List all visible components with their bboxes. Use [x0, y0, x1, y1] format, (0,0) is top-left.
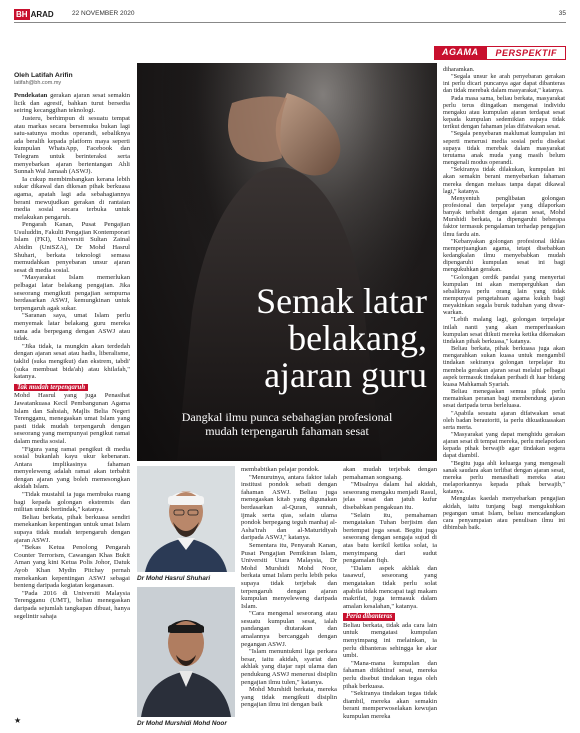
paragraph: Pada masa sama, beliau berkata, masyarakat perlu terus diingatkan mengenai individu mengaku atau kumpulan ajaran terdapat sesat kepada kumpulan sedemikian supaya tidak terikut dengan fahaman jelas difatwakan sesat. [443, 94, 565, 131]
column-text [241, 466, 337, 709]
section-subtag: PERSPEKTIF [486, 46, 566, 60]
paragraph: "Mana-mana kumpulan dan fahaman diikhtiraf sesat, mereka perlu disebut tindakan tegas oleh pihak berkuasa. [343, 659, 437, 690]
paragraph: "Pada 2016 di Universiti Malaysia Terengganu (UMT), beliau menegaskan daripada sejumlah tangkapan dibuat, hanya segelintir sahaja [14, 589, 130, 620]
paragraph: Beliau berkata, pihak berkuasa juga akan mengarahkan sukan kuasa untuk mengambil tindakan sekiranya golongan terpelajar itu membela gerakan ajaran sesat melalui pelbagai aspek termasuk tindakan peribadi di luar bidang kuasa Mahkamah Syariah. [443, 345, 565, 388]
byline: Oleh Latifah Arifin [14, 72, 73, 79]
paragraph: Beliau berkata, tidak ada cara lain untuk mengatasi kumpulan menyimpang ini melainkan, ia perlu dibanteras sehingga ke akar umbi. [343, 621, 437, 660]
article-column-2 [241, 466, 337, 709]
paragraph: diharamkan. [443, 66, 475, 73]
paragraph: "Misalnya dalam hal akidah, seseorang mengaku menjadi Rasul, jelas sesat dan jatuh kufur disebabkan pengakuan itu. [343, 481, 437, 511]
standfirst [137, 410, 437, 438]
lead-word: Pendekatan [14, 92, 48, 100]
standfirst-line: Dangkal ilmu punca sebahagian profesional [181, 410, 393, 424]
paragraph: "Jika tidak, ia mungkin akan terdedah dengan ajaran sesat atau hadis, liberalisme, taklid (suka mengikut) dan ekstrem, tabdi' (suka membuat bida'ah) atau khilafah," katanya. [14, 342, 130, 381]
paragraph: "Menurutnya, antara faktor ialah institusi pondok sebati dengan fahaman ASWJ. Beliau juga menegaskan kitab yang digunakan berdasarkan al-Quran, sunnah, ijmak serta qias, selain ulama pondok berpegang teguh manhaj al-Asha'irah dan al-Maturidiyah daripada ASWJ," katanya. [241, 473, 337, 542]
column-text [14, 392, 130, 620]
paragraph: Mohd Hasrul yang juga Penasihat Jawatankuasa Kecil Pembangunan Agama Islam dan Sahsiah, Majlis Belia Negeri Terengganu, menegaskan umat Islam yang pasti tidak mudah terpengaruh dengan seseorang yang mempunyai pengikut ramai dalam media sosial. [14, 392, 130, 445]
paragraph: "Lebih malang lagi, golongan terpelajar inilah nanti yang akan memperluaskan kumpulan sesat diikuti mereka ketika dikenakan tindakan pihak berkuasa," katanya. [443, 316, 565, 345]
article-column-3 [343, 466, 437, 721]
paragraph: Pendekatan gerakan ajaran sesat semakin licik dan agresif, bahkan turut bersedia seiring kecanggihan teknologi. [14, 92, 130, 115]
paragraph: "Tidak mustahil ia juga membuka ruang bagi kepada golongan ekstremis dan militan untuk bertindak," katanya. [14, 491, 130, 514]
paragraph: "Golongan cerdik pandai yang menyertai kumpulan ini akan memperguhkan dan sebaliknya perlu orang lain yang tidak mempunyai pengetahuan agama kukuh bagi meyakinkan segala buruk tuduhan yang diwar-warkan. [443, 273, 565, 317]
portrait-photo-murshidi [137, 587, 235, 717]
hero-image [137, 63, 437, 461]
paragraph: "Segala penyebaran maklumat kumpulan ini seperti menerusi media sosial perlu disekat supaya tidak merebak dalam masyarakat terutama anak muda yang masih belum mengenali modus operandi. [443, 130, 565, 167]
newspaper-logo [14, 8, 70, 20]
header-divider [14, 22, 566, 23]
paragraph: Beliau berkata, pihak berkuasa sendiri menekankan kepentingan untuk umat Islam supaya tidak mudah terpengaruh dengan ajaran ASWJ. [14, 513, 130, 544]
paragraph: "Islam menuntukmi liga perkara besar, iaitu akidah, syariat dan akhlak yang diajar rapi ulama dan pendukung ASWJ menerusi disiplin pengajian ilmu tulen," katanya. [241, 648, 337, 686]
portrait-image [137, 466, 235, 572]
subheading: Tak mudah terpengaruh [14, 384, 88, 392]
paragraph: "Masyarakat yang dapat menghidu gerakan ajaran sesat di tempat mereka, perlu melaporkan kepada pihak berwajib agar tindakan segera dapat diambil. [443, 430, 565, 460]
paragraph: "Bekas Ketua Penolong Pengarah Counter Terrorism, Cawangan Khas Bukit Aman yang kini Ketua Polis Johor, Datuk Ayob Khan Mydin Pitchay pernah menekankan kepentingan ASWJ sebagai benteng daripada kegiatan keganasan. [14, 544, 130, 590]
praying-hands-photo [137, 63, 437, 461]
paragraph: Justeru, berhimpun di sesuatu tempat atau markas secara bersemuka bukan lagi satu-satunya modus operandi, sebaliknya ada beralih kepada platform maya seperti kumpulan WhatsApp, Facebook dan Telegram untuk berinteraksi serta menyebarkan ajaran bertentangan Ahli Sunnah Wal Jamaah (ASWJ). [14, 114, 130, 176]
portrait-photo-hasrul [137, 466, 235, 572]
section-tag: AGAMA [434, 46, 487, 60]
column-text [14, 92, 130, 381]
column-text [443, 66, 565, 531]
paragraph: "Segala unsur ke arah penyebaran gerakan ini perlu dicari puncanya agar dapat dibanteras dan tidak merebak dalam masyarakat," katanya. [443, 73, 565, 95]
page-number: 35 [558, 10, 566, 17]
issue-date: 22 NOVEMBER 2020 [72, 10, 135, 17]
logo-bh: BH [16, 9, 28, 19]
paragraph: "Selain itu, pemahaman mengatakan Tuhan berjisim dan bertempat juga sesat. Begitu juga seseorang dengan sengaja sujud di atas batu kerikil ketika solat, ia menyimpang dari sudut pengamalan fiqh. [343, 511, 437, 565]
headline-line: belakang, [288, 318, 427, 358]
article-column-4 [443, 66, 565, 531]
section-label [434, 46, 566, 60]
paragraph: Ia cukup membimbangkan kerana lebih sukar dikawal dan dikesan pihak berkuasa agama, apatah lagi ada sebahagiannya berani mewujudkan gerakan di rantaian media sosial secara terbuka untuk melakukan pengaruh. [14, 175, 130, 221]
paragraph: Pengarah Kanan, Pusat Pengajian Usuluddin, Fakulti Pengajian Kontemporari Islam (FKI), Universiti Sultan Zainal Abidin (UniSZA), Dr Mohd Hasrul Shuhari, berkata teknologi semasa memudahkan penyebaran unsur ajaran sesat di media sosial. [14, 221, 130, 274]
paragraph: "Begitu juga ahli keluarga yang mengesali sanak saudara akan terlibat dengan ajaran sesat, mereka perlu menasihati mereka atau melaporkannya kepada pihak berwajib," katanya. [443, 459, 565, 496]
logo-text: ARAD [30, 9, 54, 19]
subheading: Peria dibanteras [343, 613, 395, 621]
headline-line: ajaran guru [264, 355, 427, 395]
paragraph: Mengulas kaedah menyebarkan pengajian akidah, iaitu tunjang bagi mengukuhkan pegangan umat Islam, beliau mencadangkan cara penyampaian atau penulisan ilmu ini dibimbah baik. [443, 495, 565, 531]
page-header [0, 0, 580, 24]
headline-line: Semak latar [256, 281, 427, 321]
portrait-image [137, 587, 235, 717]
photo-caption: Dr Mohd Murshidi Mohd Noor [137, 720, 227, 727]
paragraph: "Saranan saya, umat Islam perlu menyemak latar belakang guru mereka sama ada berpegang dengan ASWJ atau tidak. [14, 312, 130, 343]
paragraph: membabitkan pelajar pondok. [241, 466, 320, 473]
paragraph: "Kebanyakan golongan profesional ikhlas memperjuangkan agama, tetapi disebabkan kedangkalan ilmu menyebabkan mudah dipengaruhi kumpulan sesat ini bagi mengukuhkan gerakan. [443, 237, 565, 274]
paragraph: Menyentuh penglibatan golongan profesional dan terpelajar yang dilaporkan banyak terbabit dengan ajaran sesat, Mohd Murshidi berkata, ia dipengaruhi beberapa faktor termasuk pengalaman terhadap pengajian ilmu fardu ain. [443, 194, 565, 238]
standfirst-line: mudah terpengaruh fahaman sesat [205, 424, 369, 438]
paragraph: "Masyarakat Islam memerlukan pelbagai latar belakang pengajian. Jika seseorang mengikuti pengajian sempurna berdasarkan ASWJ, kemungkinan untuk terpengaruh agak sukar. [14, 274, 130, 312]
photo-caption: Dr Mohd Hasrul Shuhari [137, 575, 211, 582]
paragraph: "Cara mengenal seseorang atau sesuatu kumpulan sesat, ialah pandangan diutarakan dan amalannya bercanggah dengan pegangan ASWJ. [241, 610, 337, 648]
black-star-icon: ★ [14, 716, 22, 725]
paragraph: "Sekiranya tidak dilakukan, kumpulan ini akan semakin berani menyebarkan fahaman mereka dengan meluas tanpa dapat dikawal lagi," katanya. [443, 166, 565, 195]
column-text [343, 622, 437, 721]
author-email: latifah@bh.com.my [14, 79, 62, 86]
paragraph: "Figura yang ramai pengikut di media sosial bukanlah kayu ukur kebenaran. Antara implikasinya fahaman menyeleweng adalah ramai akan terbabit dengan ajaran yang boleh memesongkan akidah Islam. [14, 445, 130, 491]
paragraph: Mohd Murshidi berkata, mereka yang tidak mengikuti disiplin pengajian ilmu ini dengan baik [241, 686, 337, 709]
headline [256, 283, 427, 394]
paragraph: Sementara itu, Penyarah Kanan, Pusat Pengajian Pemikiran Islam, Universiti Utara Malaysia, Dr Mohd Murshidi Mohd Noor, berkata umat Islam perlu lebih peka supaya tidak terjebak dan terpengaruh dengan ajaran kumpulan menyeleweng daripada Islam. [241, 541, 337, 610]
article-column-1 [14, 72, 130, 620]
column-text [343, 466, 437, 610]
paragraph: Beliau menegaskan semua pihak perlu memainkan peranan bagi membendung ajaran sesat daripada terus berleluasa. [443, 388, 565, 410]
paragraph: "Apabila sesuatu ajaran difatwakan sesat oleh badan berautoriti, ia perlu dikuatkuasakan serta merta. [443, 409, 565, 431]
paragraph: "Dalam aspek akhlak dan tasawuf, seseorang yang mengatakan tidak perlu solat apabila tidak mencapai tagi makam makrifat, juga termasuk dalam amalan kesalahan," katanya. [343, 564, 437, 610]
paragraph: "Sekiranya tindakan tegas tidak diambil, mereka akan semakin berani memperwoselakan kewujan kumpulan mereka [343, 690, 437, 720]
paragraph: akan mudah terjebak dengan pemahaman songsang. [343, 466, 437, 481]
